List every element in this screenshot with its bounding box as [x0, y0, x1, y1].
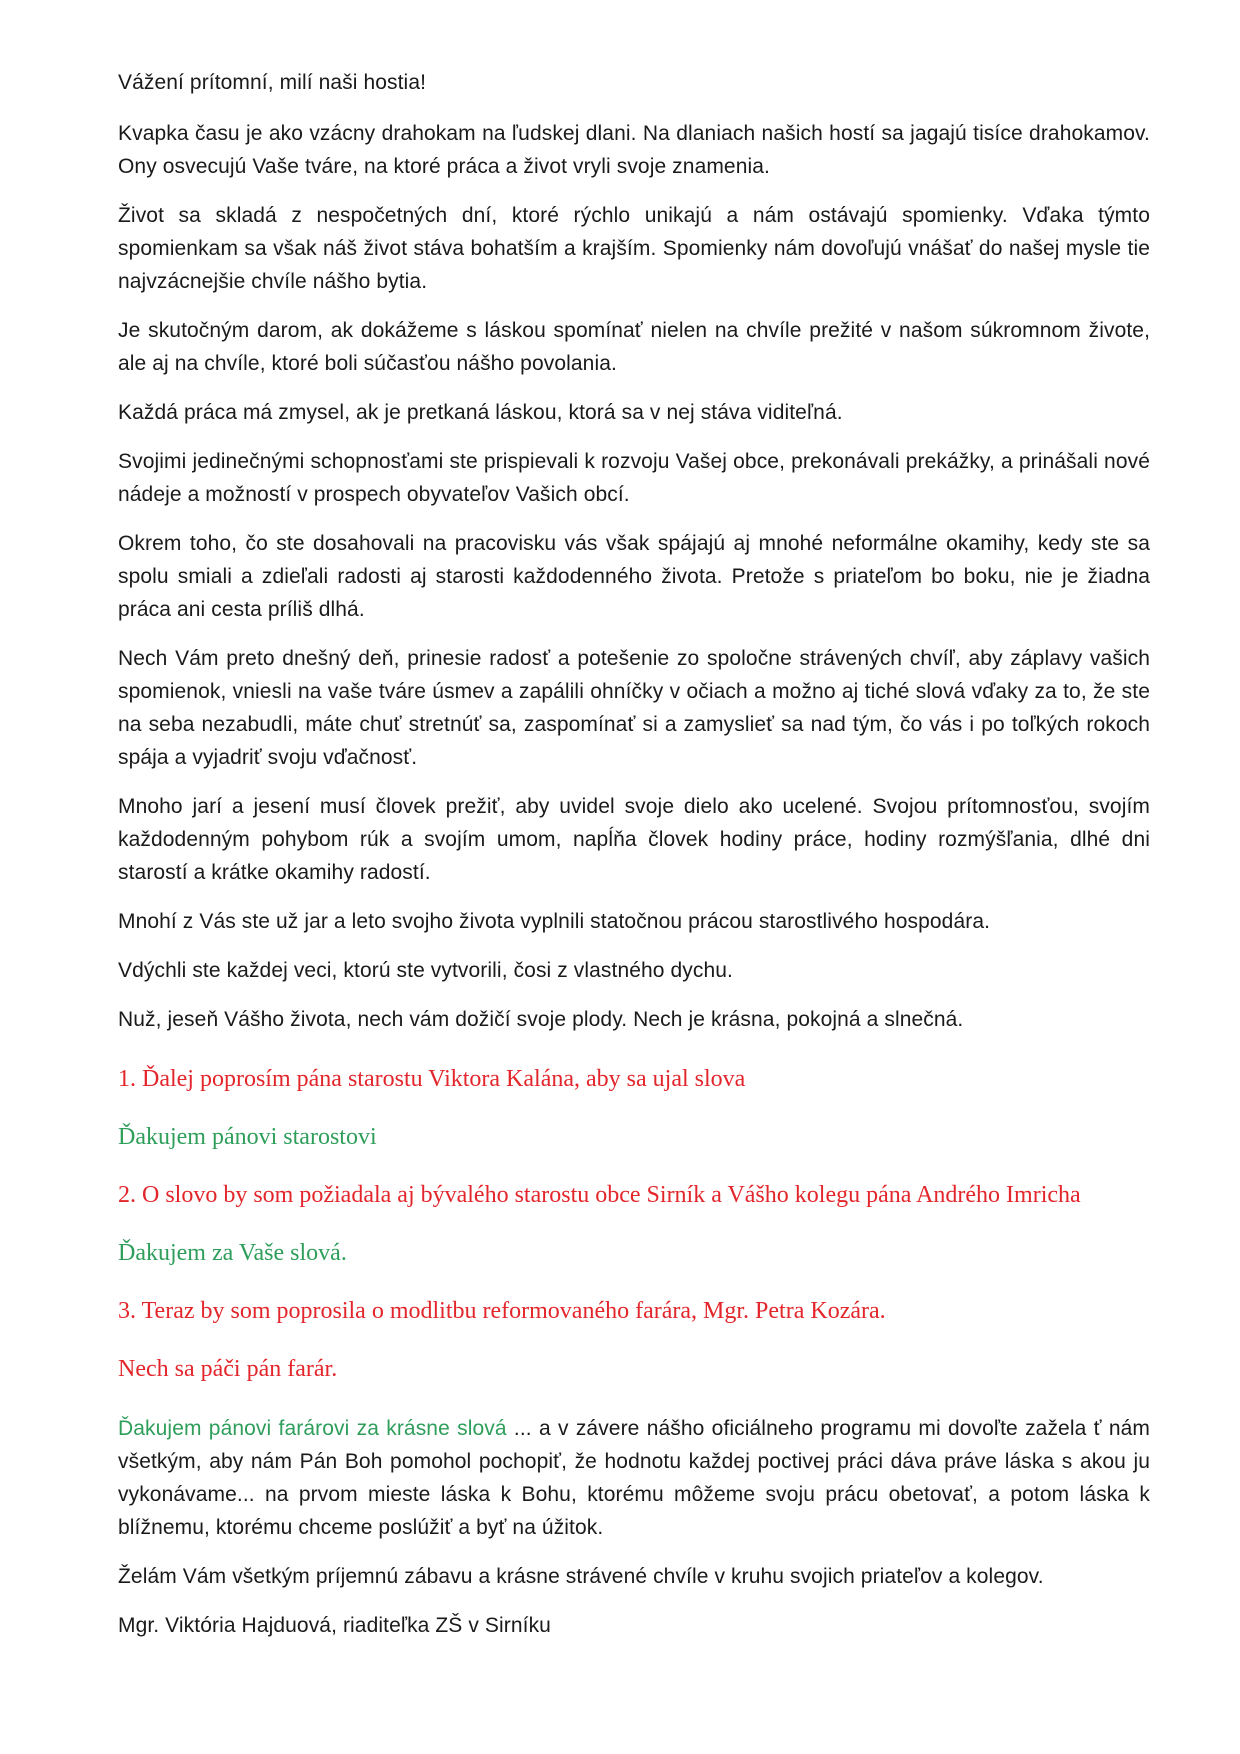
- closing-paragraph: [118, 1412, 1150, 1544]
- program-item: Ďakujem pánovi starostovi: [118, 1124, 377, 1150]
- greeting: Vážení prítomní, milí naši hostia!: [118, 71, 427, 94]
- closing-text: ... a v závere nášho oficiálneho programu mi dovoľte zažela ť nám všetkým, aby nám Pán Boh pomohol pochopiť, že hodnotu každej poctivej práci dáva práve láska s akou ju vykonávame... na prvom mieste láska k Bohu, ktorému môžeme svoju prácu obetovať, a potom láska k blížnemu, ktorému chceme poslúžiť a byť na úžitok.: [118, 1417, 1151, 1539]
- paragraph: Život sa skladá z nespočetných dní, ktoré rýchlo unikajú a nám ostávajú spomienky. Vďaka týmto spomienkam sa však náš život stáva bohatším a krajším. Spomienky nám dovoľujú vnášať do našej mysle tie najvzácnejšie chvíle nášho bytia.: [118, 204, 1150, 293]
- wish: Želám Vám všetkým príjemnú zábavu a krásne strávené chvíle v kruhu svojich priateľov a kolegov.: [118, 1565, 1044, 1588]
- paragraph: Každá práca má zmysel, ak je pretkaná láskou, ktorá sa v nej stáva viditeľná.: [118, 401, 843, 424]
- paragraph: Nech Vám preto dnešný deň, prinesie radosť a potešenie zo spoločne strávených chvíľ, aby záplavy vašich spomienok, vniesli na vaše tváre úsmev a zapálili ohníčky v očiach a možno aj tiché slová vďaky za to, že ste na seba nezabudli, máte chuť stretnúť sa, zaspomínať si a zamyslieť sa nad tým, čo vás i po toľkých rokoch spája a vyjadriť svoju vďačnosť.: [118, 647, 1150, 769]
- paragraph: Kvapka času je ako vzácny drahokam na ľudskej dlani. Na dlaniach našich hostí sa jagajú tisíce drahokamov. Ony osvecujú Vaše tváre, na ktoré práca a život vryli svoje znamenia.: [118, 122, 1150, 178]
- paragraph: Nuž, jeseň Vášho života, nech vám dožičí svoje plody. Nech je krásna, pokojná a slnečná.: [118, 1008, 964, 1031]
- program-item: 2. O slovo by som požiadala aj bývalého starostu obce Sirník a Vášho kolegu pána Andrého Imricha: [118, 1182, 1081, 1208]
- program-item: Ďakujem za Vaše slová.: [118, 1240, 347, 1266]
- paragraph: Mnoho jarí a jesení musí človek prežiť, aby uvidel svoje dielo ako ucelené. Svojou prítomnosťou, svojím každodenným pohybom rúk a svojím umom, napĺňa človek hodiny práce, hodiny rozmýšľania, dlhé dni starostí a krátke okamihy radostí.: [118, 795, 1150, 884]
- paragraph: Vdýchli ste každej veci, ktorú ste vytvorili, čosi z vlastného dychu.: [118, 959, 733, 982]
- program-item: Nech sa páči pán farár.: [118, 1356, 338, 1382]
- program-item: 3. Teraz by som poprosila o modlitbu reformovaného farára, Mgr. Petra Kozára.: [118, 1298, 886, 1324]
- signature: Mgr. Viktória Hajduová, riaditeľka ZŠ v Sirníku: [118, 1614, 551, 1637]
- closing-thanks: Ďakujem pánovi farárovi za krásne slová: [118, 1417, 507, 1440]
- paragraph: Je skutočným darom, ak dokážeme s láskou spomínať nielen na chvíle prežité v našom súkromnom živote, ale aj na chvíle, ktoré boli súčasťou nášho povolania.: [118, 319, 1150, 375]
- document-page: [118, 66, 1150, 1658]
- program-item: 1. Ďalej poprosím pána starostu Viktora Kalána, aby sa ujal slova: [118, 1066, 746, 1092]
- paragraph: Okrem toho, čo ste dosahovali na pracovisku vás však spájajú aj mnohé neformálne okamihy, kedy ste sa spolu smiali a zdieľali radosti aj starosti každodenného života. Pretože s priateľom bo boku, nie je žiadna práca ani cesta príliš dlhá.: [118, 532, 1150, 621]
- paragraph: Svojimi jedinečnými schopnosťami ste prispievali k rozvoju Vašej obce, prekonávali prekážky, a prinášali nové nádeje a možností v prospech obyvateľov Vašich obcí.: [118, 450, 1150, 506]
- paragraph: Mnohí z Vás ste už jar a leto svojho života vyplnili statočnou prácou starostlivého hospodára.: [118, 910, 991, 933]
